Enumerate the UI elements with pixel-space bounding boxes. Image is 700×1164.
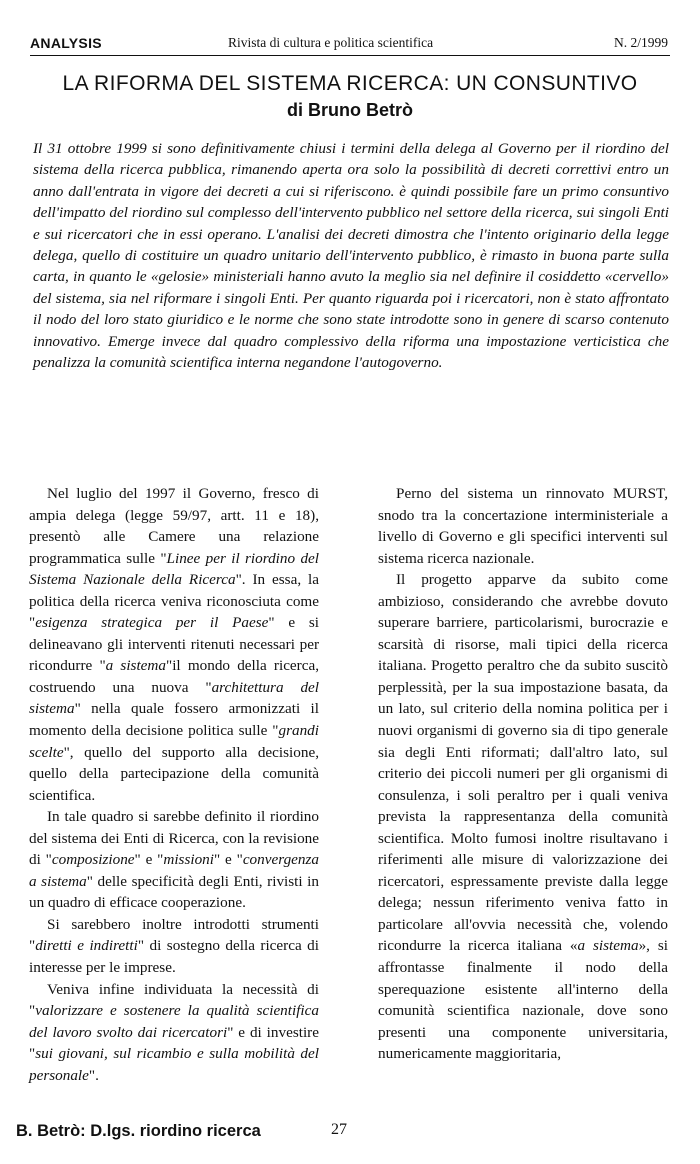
journal-subtitle: Rivista di cultura e politica scientifica bbox=[228, 35, 434, 50]
running-footer-title: B. Betrò: D.lgs. riordino ricerca bbox=[16, 1122, 261, 1140]
issue-number: N. 2/1999 bbox=[614, 35, 668, 50]
paragraph: Veniva infine individuata la necessità di "valorizzare e sostenere la qualità scientifica del lavoro svolto dai ricercatori" e di investire "sui giovani, sul ricambio e sulla mobilità del personale". bbox=[29, 980, 319, 1084]
right-column bbox=[378, 483, 668, 1065]
left-column bbox=[29, 483, 319, 1086]
page-number: 27 bbox=[331, 1121, 347, 1138]
paragraph: Si sarebbero inoltre introdotti strumenti "diretti e indiretti" di sostegno della ricerca di interesse per le imprese. bbox=[29, 915, 319, 977]
article-title: LA RIFORMA DEL SISTEMA RICERCA: UN CONSUNTIVO bbox=[62, 72, 638, 95]
paragraph: Il progetto apparve da subito come ambizioso, considerando che avrebbe dovuto superare barriere, particolarismi, burocrazie e scarsità di risorse, mali tipici della ricerca italiana. Progetto peraltro che da subito suscitò perplessità, per la sua impostazione basata, da un lato, sul criterio della nomina politica per i nuovi organismi di governo sia di tipo generale sia degli Enti riformati; dall'altro lato, sul criterio dei piccoli numeri per gli organismi di consulenza, i soli peraltro per i quali veniva prevista la rappresentanza della comunità scientifica. Molto fumosi inoltre risultavano i riferimenti alle misure di valorizzazione dei ricercatori, espressamente previste dalla legge delega; nessun riferimento veniva fatto in particolare all'ovvia necessità che, volendo ricondurre la ricerca italiana «a sistema», si affrontasse finalmente il nodo della sperequazione esistente all'interno della comunità scientifica nazionale, dove sono presenti una componente universitaria, numericamente maggioritaria, bbox=[378, 571, 669, 1063]
article-byline: di Bruno Betrò bbox=[287, 100, 413, 120]
article-abstract: Il 31 ottobre 1999 si sono definitivamente chiusi i termini della delega al Governo per il riordino del sistema della ricerca pubblica, rimanendo aperta ora solo la possibilità di decreti correttivi entro un anno dall'entrata in vigore dei decreti a cui si riferiscono. è quindi possibile fare un primo consuntivo dell'impatto del riordino sul complesso dell'intervento pubblico nel settore della ricerca, sui singoli Enti e sui ricercatori che in essi operano. L'analisi dei decreti dimostra che l'intento originario della legge delega, quello di costituire un quadro unitario dell'intervento pubblico, è rimasto in buona parte sulla carta, in quanto le «gelosie» ministeriali hanno avuto la meglio sia nel definire il cosiddetto «cervello» del sistema, sia nel riformare i singoli Enti. Per quanto riguarda poi i ricercatori, non è stato affrontato il nodo del loro stato giuridico e le norme che sono state introdotte sono in genere di scarso contenuto innovativo. Emerge invece dal quadro complessivo della riforma una impostazione verticistica che penalizza la comunità scientifica interna negandone l'autogoverno. bbox=[33, 140, 669, 372]
running-header bbox=[30, 33, 670, 56]
paragraph: Perno del sistema un rinnovato MURST, snodo tra la concertazione interministeriale a livello di Governo e gli specifici interventi sul sistema ricerca nazionale. bbox=[378, 485, 668, 567]
journal-name: ANALYSIS bbox=[30, 35, 102, 51]
paragraph: Nel luglio del 1997 il Governo, fresco di ampia delega (legge 59/97, artt. 11 e 18), presentò alle Camere una relazione programmatica sulle "Linee per il riordino del Sistema Nazionale della Ricerca". In essa, la politica della ricerca veniva riconosciuta come "esigenza strategica per il Paese" e si delineavano gli interventi ritenuti necessari per ricondurre "a sistema"il mondo della ricerca, costruendo una nuova "architettura del sistema" nella quale fossero armonizzati il momento della decisione politica sulle "grandi scelte", quello del supporto alla decisione, quello della partecipazione della comunità scientifica. bbox=[29, 485, 320, 804]
paragraph: In tale quadro si sarebbe definito il riordino del sistema dei Enti di Ricerca, con la revisione di "composizione" e "missioni" e "convergenza a sistema" delle specificità degli Enti, rivisti in un quadro di efficace cooperazione. bbox=[29, 808, 320, 912]
